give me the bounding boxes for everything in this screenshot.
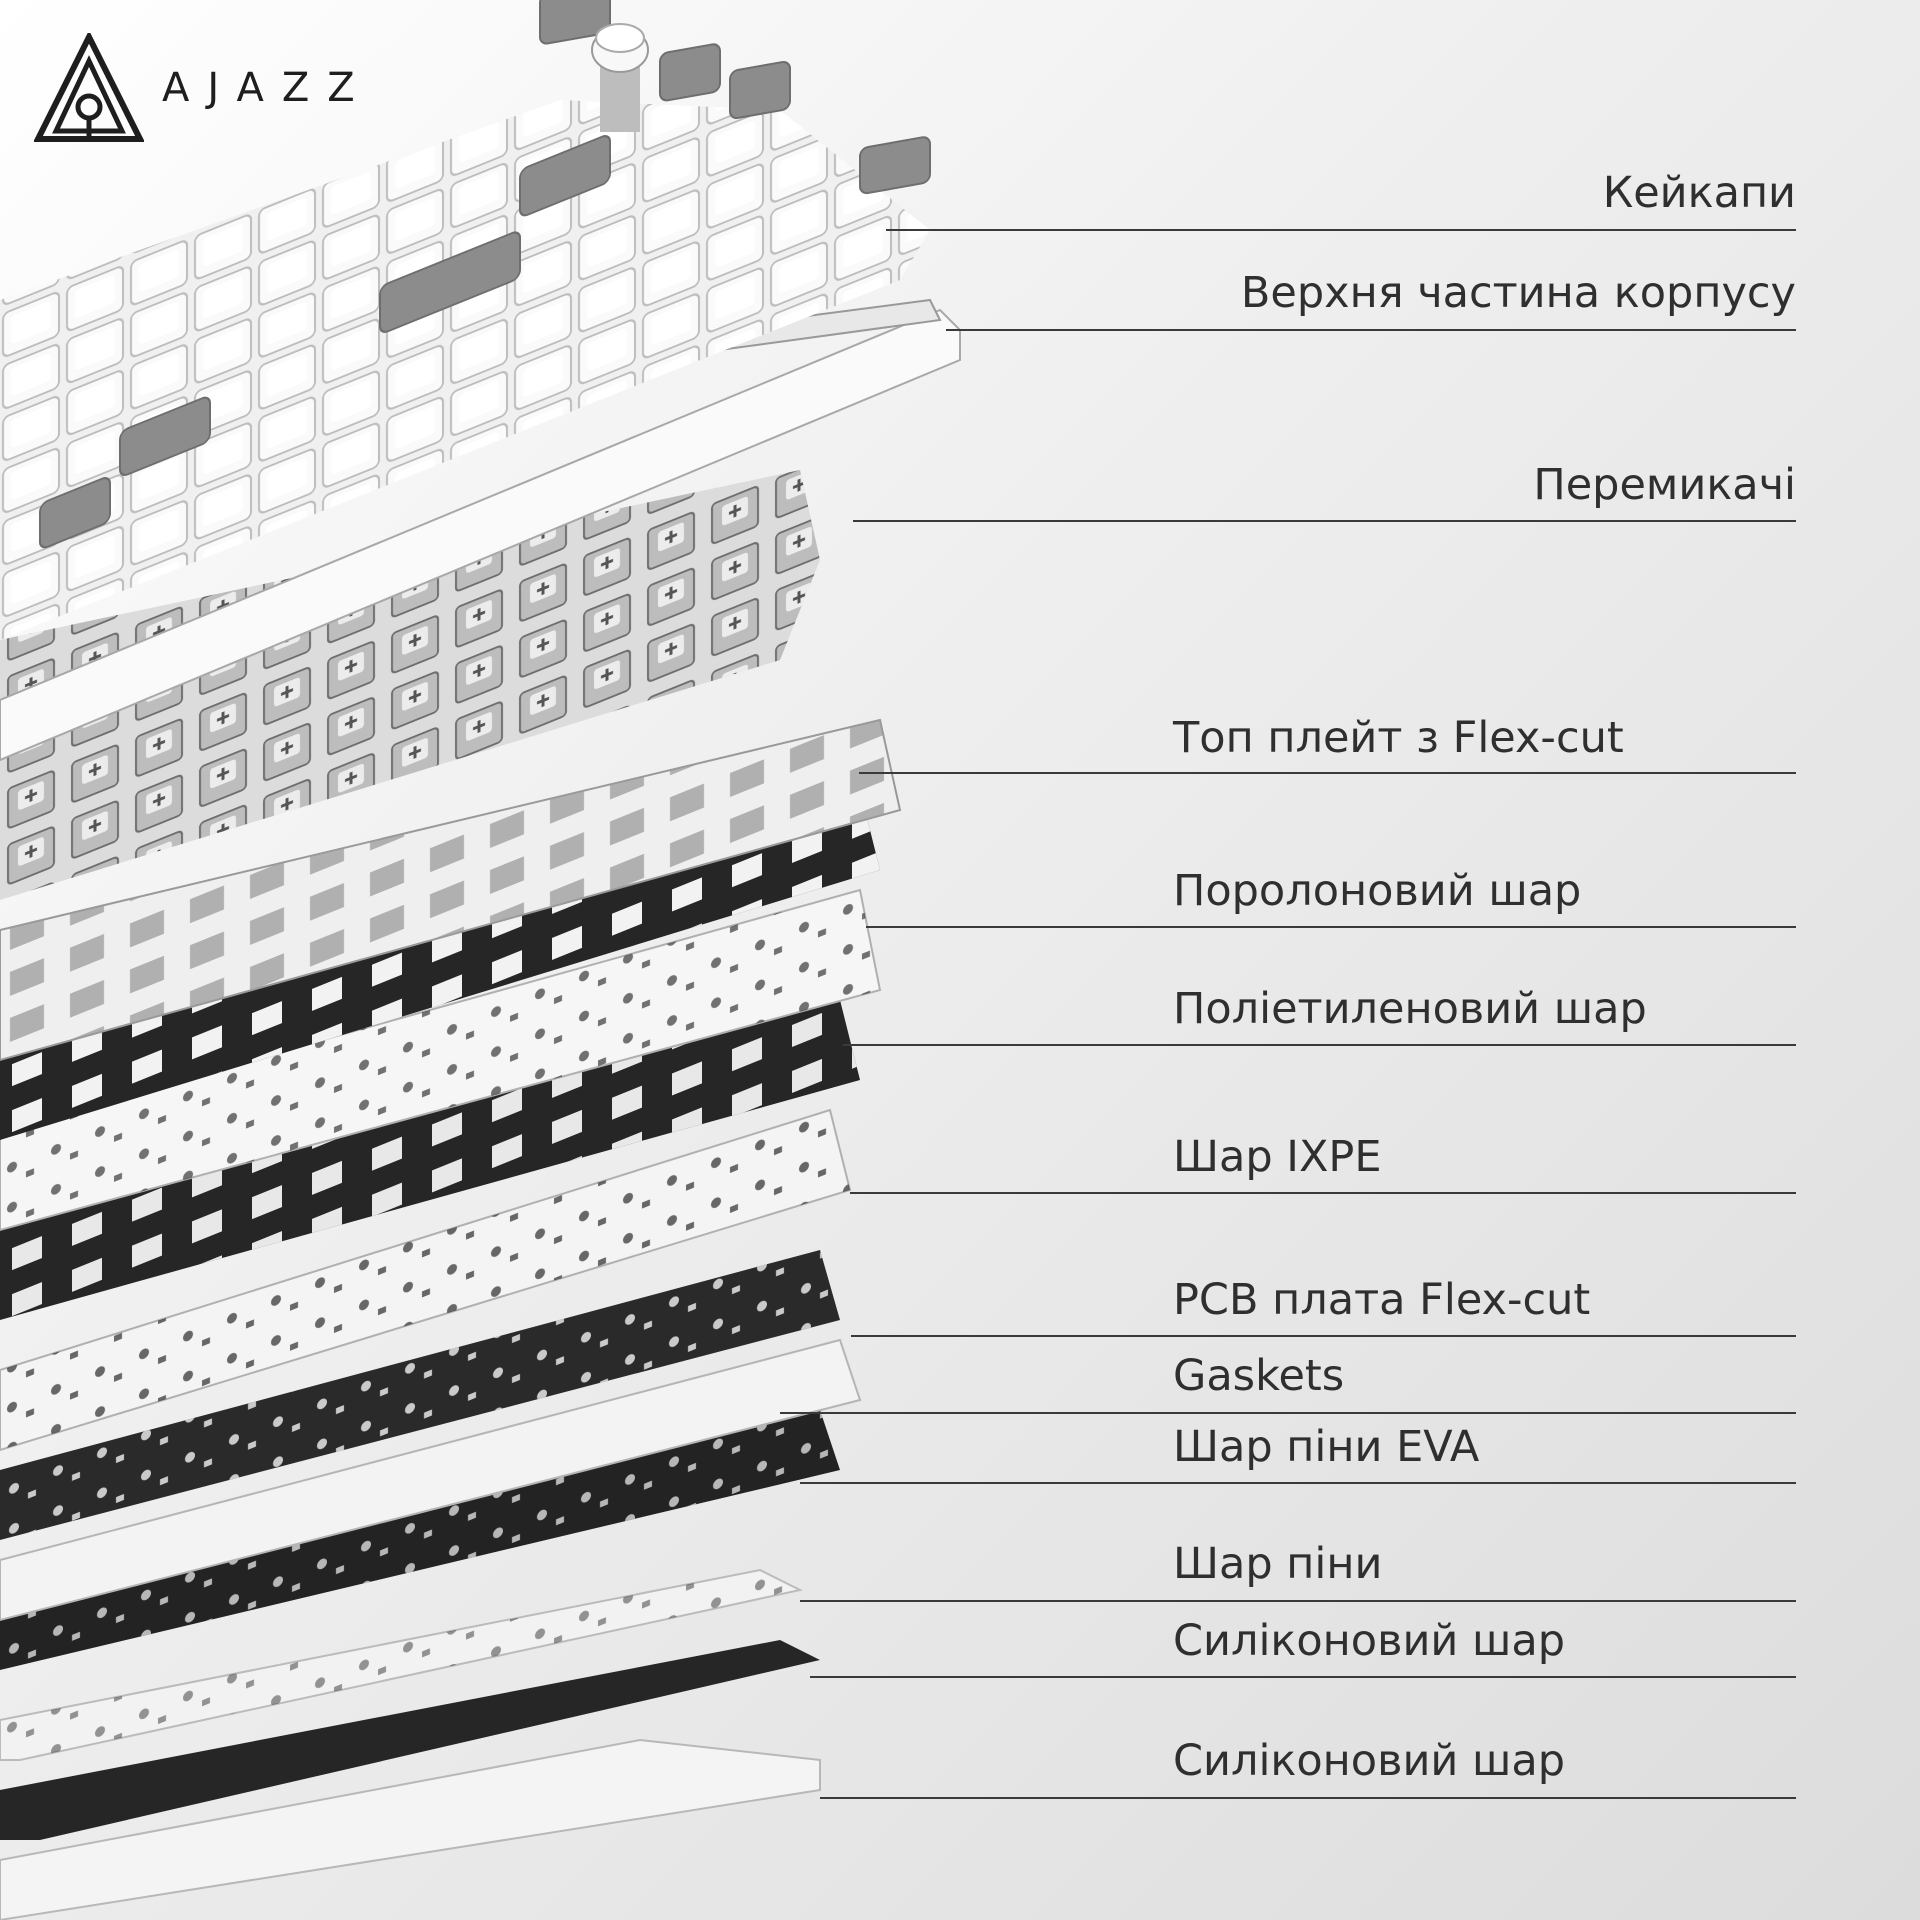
label-top-case: Верхня частина корпусу (1240, 268, 1796, 318)
label-switches: Перемикачі (1533, 460, 1796, 510)
leader-line-silicone-layer-1 (810, 1676, 1796, 1678)
leader-line-foam-layer (800, 1600, 1796, 1602)
label-foam-layer: Шар піни (1173, 1539, 1383, 1589)
brand-logo (34, 28, 373, 148)
label-silicone-layer-1: Силіконовий шар (1173, 1616, 1565, 1666)
label-ixpe-layer: Шар IXPE (1173, 1132, 1382, 1182)
leader-line-keycaps (886, 229, 1796, 231)
leader-line-silicone-layer-2 (820, 1797, 1796, 1799)
leader-line-switches (853, 520, 1796, 522)
leader-line-top-case (946, 329, 1796, 331)
label-pcb: PCB плата Flex-cut (1173, 1275, 1591, 1325)
leader-line-poron-layer (866, 926, 1796, 928)
ajazz-triangle-logo-icon (34, 33, 144, 143)
label-silicone-layer-2: Силіконовий шар (1173, 1736, 1565, 1786)
leader-line-pe-layer (843, 1044, 1796, 1046)
volume-knob (592, 24, 648, 132)
leader-line-ixpe-layer (850, 1192, 1796, 1194)
leader-line-gaskets (780, 1412, 1796, 1414)
brand-name: AJAZZ (162, 65, 373, 111)
leader-line-top-plate (859, 772, 1796, 774)
leader-line-eva-layer (800, 1482, 1796, 1484)
leader-line-pcb (851, 1335, 1796, 1337)
label-keycaps: Кейкапи (1602, 168, 1796, 218)
label-top-plate: Топ плейт з Flex-cut (1173, 713, 1624, 763)
label-pe-layer: Поліетиленовий шар (1173, 984, 1647, 1034)
label-gaskets: Gaskets (1173, 1351, 1345, 1401)
label-poron-layer: Поролоновий шар (1173, 866, 1582, 916)
label-eva-layer: Шар піни EVA (1173, 1422, 1480, 1472)
